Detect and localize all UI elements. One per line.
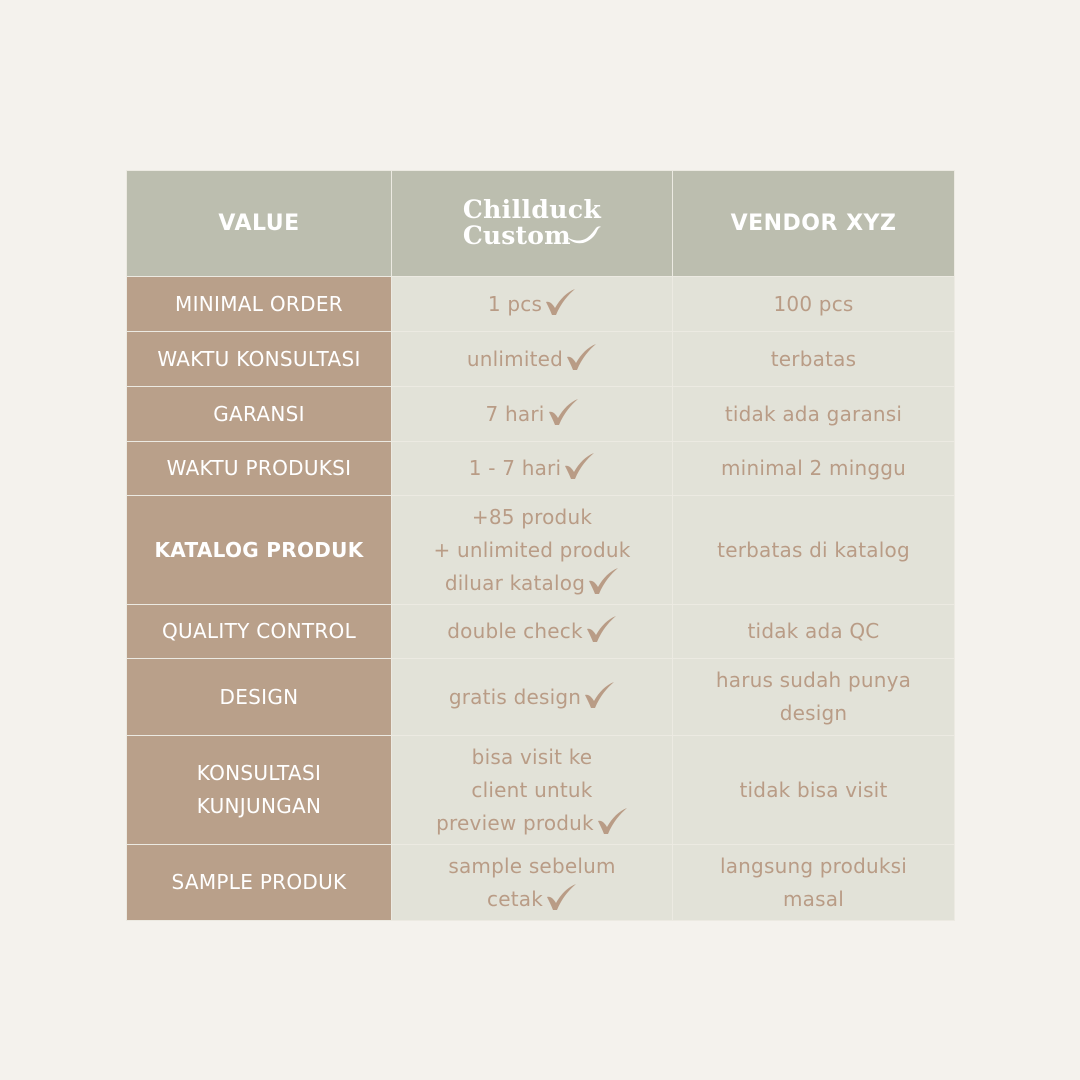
ours-line (392, 501, 672, 534)
table-row (127, 442, 955, 496)
vendor-text: tidak ada QC (747, 619, 880, 643)
table-row (127, 845, 955, 921)
vendor-cell (673, 496, 955, 605)
ours-line (392, 883, 672, 916)
ours-line (392, 288, 672, 321)
ours-cell (392, 442, 673, 496)
header-brand (392, 171, 673, 277)
vendor-text: tidak ada garansi (724, 401, 903, 426)
vendor-cell (673, 605, 955, 659)
brand-line-2: Custom (462, 221, 571, 250)
checkmark-icon (583, 681, 615, 709)
ours-line (392, 615, 672, 648)
ours-line (392, 343, 672, 376)
ours-cell (392, 845, 673, 921)
ours-text: sample sebelum (448, 853, 616, 878)
vendor-text: tidak bisa visit (739, 777, 888, 802)
row-label-text: KATALOG PRODUK (154, 537, 364, 562)
table-header-row (127, 171, 955, 277)
row-label-text: GARANSI (213, 401, 305, 426)
row-label (127, 736, 392, 845)
ours-line (392, 774, 672, 807)
row-label (127, 387, 392, 442)
comparison-table (126, 170, 955, 921)
checkmark-icon (544, 288, 576, 316)
vendor-cell (673, 659, 955, 736)
table-body (127, 277, 955, 921)
row-label (127, 332, 392, 387)
row-label-text: SAMPLE PRODUK (171, 870, 347, 894)
vendor-text: masal (783, 886, 844, 911)
checkmark-icon (563, 452, 595, 480)
checkmark-icon (565, 343, 597, 371)
ours-text: bisa visit ke (471, 744, 593, 769)
row-label-text: QUALITY CONTROL (161, 619, 357, 643)
ours-text: unlimited (466, 346, 564, 371)
row-label-text: KUNJUNGAN (196, 794, 322, 818)
ours-line (392, 741, 672, 774)
ours-text: 1 pcs (487, 291, 543, 316)
header-vendor: VENDOR XYZ (673, 171, 955, 277)
row-label (127, 496, 392, 605)
table-row (127, 736, 955, 845)
vendor-text: 100 pcs (773, 291, 854, 316)
ours-line (392, 850, 672, 883)
row-label-text: KONSULTASI (196, 761, 322, 785)
table-row (127, 659, 955, 736)
ours-line (392, 534, 672, 567)
row-label-text: WAKTU PRODUKSI (166, 456, 352, 480)
ours-cell (392, 277, 673, 332)
ours-text: preview produk (436, 810, 594, 835)
ours-text: client untuk (471, 777, 593, 802)
table-row (127, 332, 955, 387)
ours-cell (392, 659, 673, 736)
vendor-cell (673, 845, 955, 921)
table-row (127, 496, 955, 605)
vendor-cell (673, 387, 955, 442)
ours-text: +85 produk (471, 504, 593, 529)
vendor-cell (673, 277, 955, 332)
vendor-cell (673, 332, 955, 387)
vendor-text: terbatas di katalog (717, 537, 910, 562)
ours-cell (392, 736, 673, 845)
row-label (127, 659, 392, 736)
ours-text: 7 hari (485, 401, 545, 426)
duck-icon (565, 223, 603, 247)
row-label (127, 845, 392, 921)
checkmark-icon (585, 615, 617, 643)
vendor-text: design (779, 701, 848, 725)
checkmark-icon (547, 398, 579, 426)
ours-cell (392, 332, 673, 387)
header-value: VALUE (127, 171, 392, 277)
ours-text: diluar katalog (444, 570, 586, 595)
row-label (127, 277, 392, 332)
ours-text: double check (447, 619, 583, 643)
vendor-cell (673, 442, 955, 496)
ours-text: gratis design (448, 684, 582, 709)
row-label-text: WAKTU KONSULTASI (157, 346, 361, 371)
row-label (127, 605, 392, 659)
ours-cell (392, 496, 673, 605)
checkmark-icon (545, 883, 577, 911)
ours-text: 1 - 7 hari (468, 456, 562, 480)
vendor-text: terbatas (770, 346, 857, 371)
vendor-cell (673, 736, 955, 845)
vendor-text: langsung produksi (719, 853, 908, 878)
ours-line (392, 681, 672, 714)
ours-text: cetak (487, 886, 543, 911)
row-label (127, 442, 392, 496)
ours-line (392, 452, 672, 485)
checkmark-icon (596, 807, 628, 835)
row-label-text: DESIGN (219, 684, 299, 709)
ours-line (392, 567, 672, 600)
checkmark-icon (587, 567, 619, 595)
ours-line (392, 398, 672, 431)
ours-line (392, 807, 672, 840)
vendor-text: minimal 2 minggu (721, 456, 906, 480)
row-label-text: MINIMAL ORDER (175, 291, 343, 316)
table-row (127, 387, 955, 442)
table-row (127, 605, 955, 659)
brand-logo (463, 197, 601, 249)
table-row (127, 277, 955, 332)
brand-line-1: Chillduck (462, 195, 602, 224)
vendor-text: harus sudah punya (715, 668, 912, 692)
ours-cell (392, 387, 673, 442)
ours-text: + unlimited produk (433, 537, 631, 562)
ours-cell (392, 605, 673, 659)
